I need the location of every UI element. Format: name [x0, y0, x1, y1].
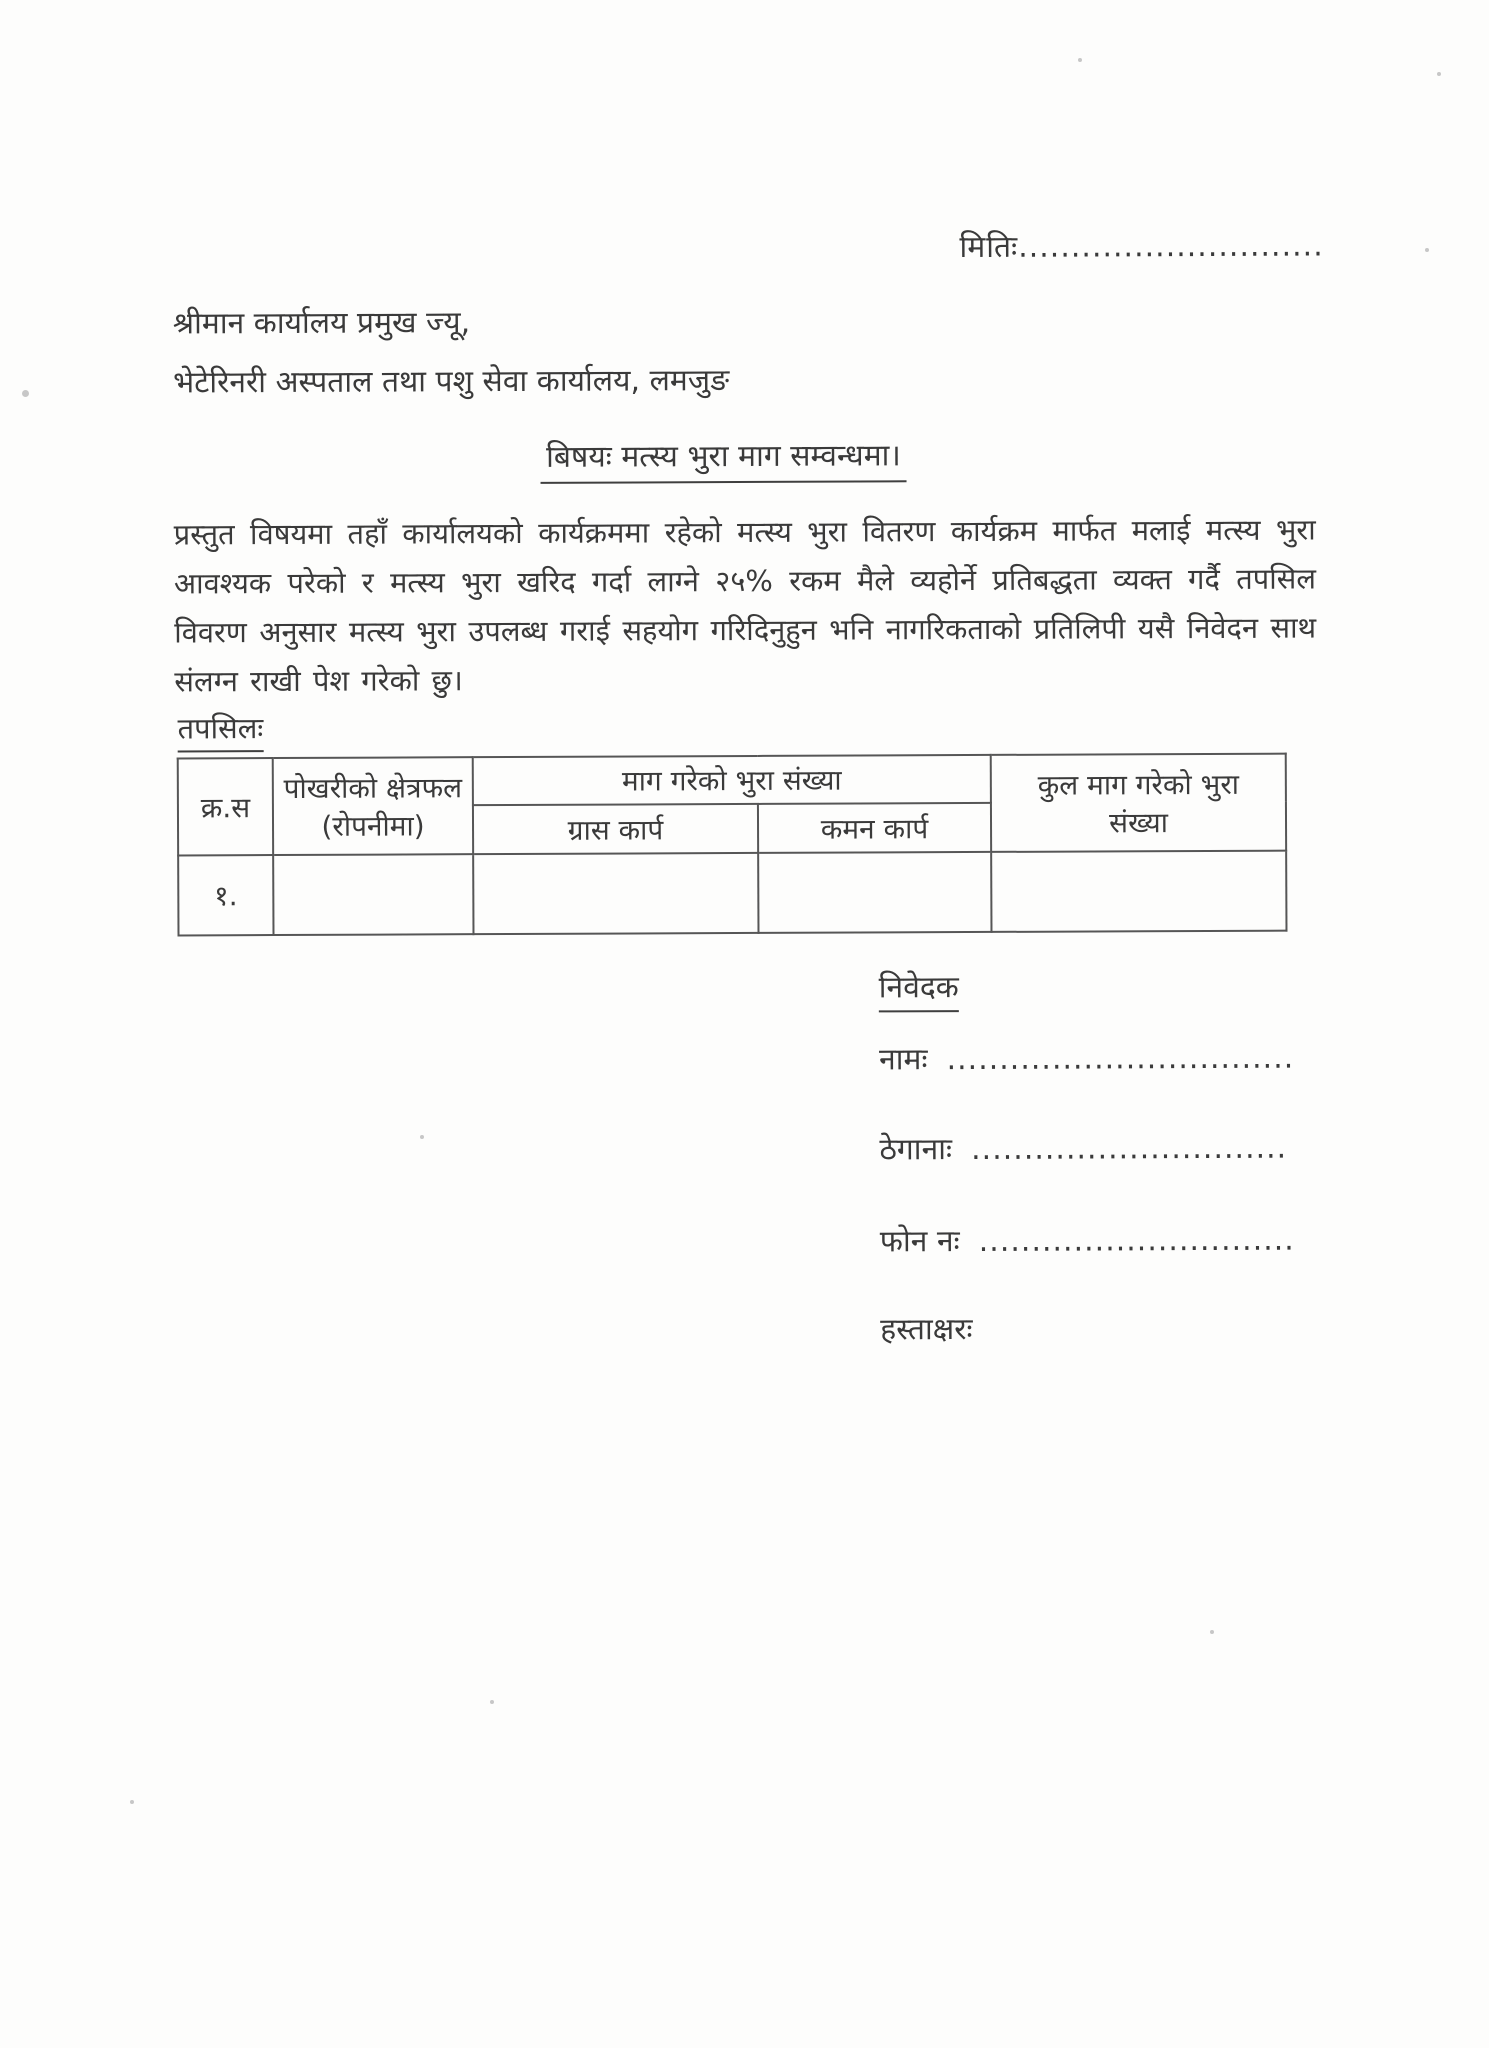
scan-speck	[1437, 72, 1441, 76]
header-demand-group: माग गरेको भुरा संख्या	[473, 755, 991, 805]
applicant-name-line	[879, 1036, 1294, 1079]
address-label: ठेगानाः	[879, 1132, 953, 1168]
header-common-carp: कमन कार्प	[758, 803, 991, 853]
header-total-demand	[991, 754, 1286, 852]
address-dotted-blank: ..............................	[971, 1130, 1288, 1168]
header-serial-number: क्र.स	[178, 758, 273, 855]
schedule-label: तपसिलः	[178, 708, 264, 752]
phone-label: फोन नः	[879, 1224, 960, 1260]
recipient-address	[173, 292, 730, 412]
header-pond-area	[273, 757, 473, 855]
scan-speck	[130, 1800, 134, 1804]
letter-body: प्रस्तुत विषयमा तहाँ कार्यालयको कार्यक्रममा रहेको मत्स्य भुरा वितरण कार्यक्रम मार्फत मलाई मत्स्य भुरा आवश्यक परेको र मत्स्य भुरा खरिद गर्दा लाग्ने २५% रकम मैले व्यहोर्ने प्रतिबद्धता व्यक्त गर्दै तपसिल विवरण अनुसार मत्स्य भुरा उपलब्ध गराई सहयोग गरिदिनुहुन भनि नागरिकताको प्रतिलिपी यसै निवेदन साथ संलग्न राखी पेश गरेको छु।	[173, 512, 1317, 699]
subject-line: बिषयः मत्स्य भुरा माग सम्वन्धमा।	[540, 433, 907, 484]
header-pond-area-line1: पोखरीको क्षेत्रफल	[283, 770, 463, 805]
scan-speck	[420, 1135, 424, 1139]
cell-pond-area	[273, 854, 473, 935]
phone-dotted-blank: ..............................	[978, 1222, 1295, 1259]
cell-total-demand	[991, 851, 1286, 932]
scan-speck	[22, 390, 29, 397]
fry-demand-table	[177, 753, 1288, 937]
table-row	[178, 851, 1286, 936]
name-dotted-blank: .................................	[946, 1040, 1295, 1078]
name-label: नामः	[878, 1042, 928, 1078]
header-pond-area-line2: (रोपनीमा)	[321, 808, 425, 843]
schedule-label-wrap	[178, 708, 264, 752]
subject-wrap	[0, 431, 1449, 486]
recipient-line-2: भेटेरिनरी अस्पताल तथा पशु सेवा कार्यालय, लमजुङ	[173, 363, 730, 401]
applicant-heading: निवेदक	[879, 965, 959, 1012]
cell-serial-number: १.	[178, 855, 273, 935]
header-total-demand-line1: कुल माग गरेको भुरा	[1037, 767, 1240, 802]
header-grass-carp: ग्रास कार्प	[473, 804, 758, 854]
applicant-phone-line	[880, 1218, 1295, 1261]
header-total-demand-line2: संख्या	[1109, 805, 1168, 839]
cell-grass-carp	[473, 853, 758, 934]
scan-speck	[1425, 248, 1429, 252]
applicant-address-line	[879, 1126, 1287, 1169]
recipient-line-1: श्रीमान कार्यालय प्रमुख ज्यू,	[172, 305, 471, 342]
scan-speck	[1078, 58, 1082, 62]
scan-speck	[490, 1700, 494, 1704]
applicant-signature-line	[880, 1307, 972, 1348]
cell-common-carp	[758, 852, 991, 933]
scan-speck	[1210, 1630, 1214, 1634]
date-line: मितिः.............................	[959, 228, 1324, 266]
signature-label: हस्ताक्षरः	[880, 1312, 973, 1348]
